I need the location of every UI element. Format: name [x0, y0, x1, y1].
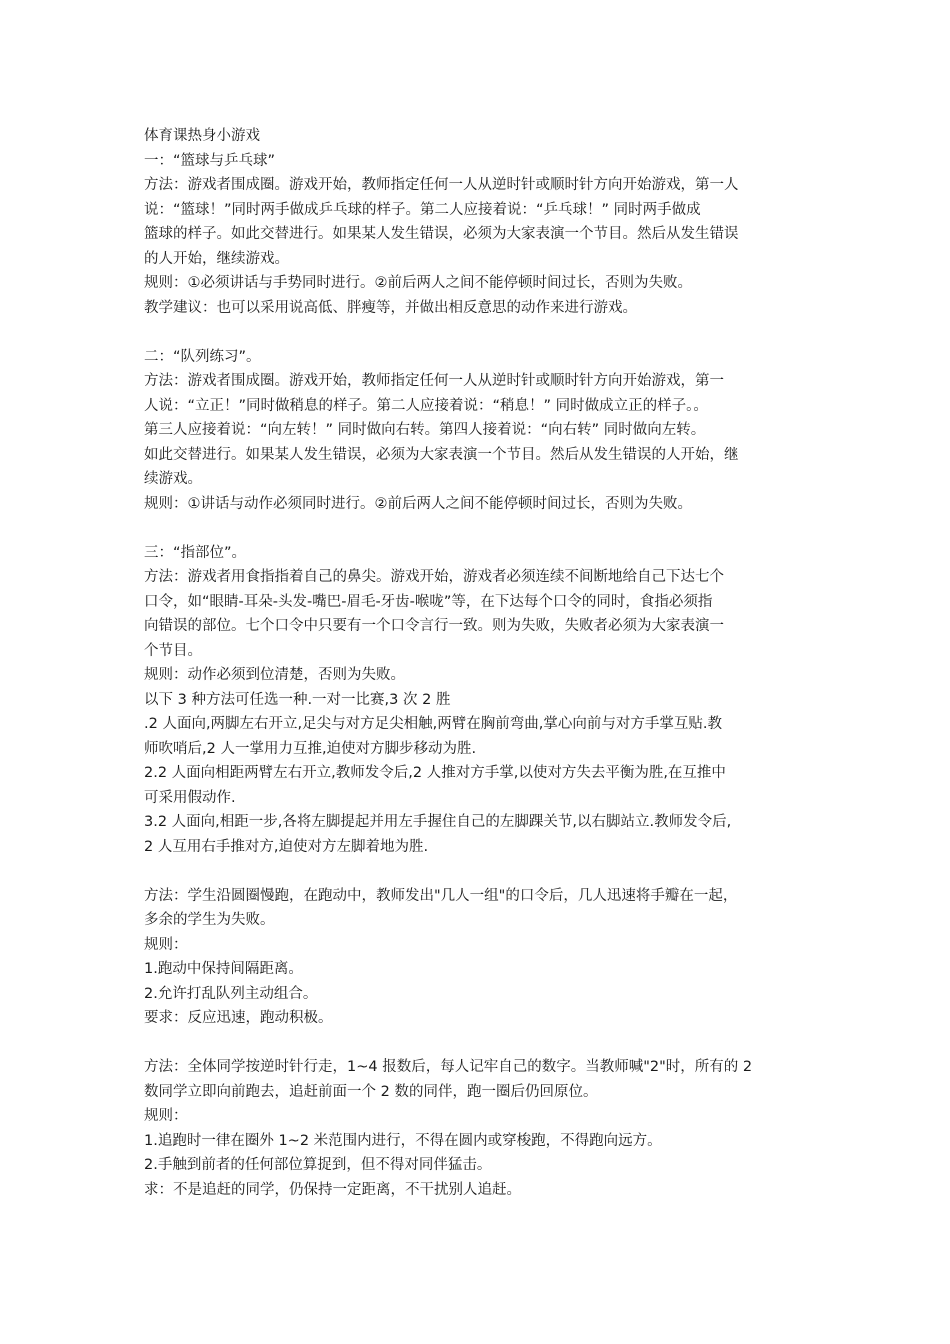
- section-2-line: 如此交替进行。如果某人发生错误，必须为大家表演一个节目。然后从发生错误的人开始，继: [144, 446, 739, 463]
- section-1-line: 说：“篮球！”同时两手做成乒乓球的样子。第二人应接着说：“乒乓球！” 同时两手做成: [144, 201, 701, 218]
- section-3-line: 2 人互用右手推对方,迫使对方左脚着地为胜.: [144, 838, 429, 855]
- section-2-line: 第三人应接着说：“向左转！” 同时做向右转。第四人接着说：“向右转” 同时做向左转。: [144, 422, 706, 438]
- paragraph-spacer: [144, 859, 814, 884]
- section-4-line: 多余的学生为失败。: [144, 912, 275, 928]
- section-3-line: 可采用假动作.: [144, 789, 236, 806]
- section-3-rules: 规则：动作必须到位清楚，否则为失败。: [144, 667, 405, 683]
- section-5-rules-label: 规则：: [144, 1108, 188, 1124]
- section-4-requirement: 要求：反应迅速，跑动积极。: [144, 1010, 333, 1026]
- section-5-line: 方法：全体同学按逆时针行走，1~4 报数后，每人记牢自己的数字。当教师喊"2"时，所有的 2: [144, 1059, 753, 1075]
- section-5-rule: 2.手触到前者的任何部位算捉到，但不得对同伴猛击。: [144, 1157, 492, 1173]
- section-3-line: 方法：游戏者用食指指着自己的鼻尖。游戏开始，游戏者必须连续不间断地给自己下达七个: [144, 569, 724, 585]
- paragraph-spacer: [144, 1031, 814, 1056]
- paragraph-spacer: [144, 320, 814, 345]
- section-3-line: .2 人面向,两脚左右开立,足尖与对方足尖相触,两臂在胸前弯曲,掌心向前与对方手掌互贴.教: [144, 716, 722, 732]
- section-1-rules: 规则：①必须讲话与手势同时进行。②前后两人之间不能停顿时间过长，否则为失败。: [144, 275, 692, 291]
- section-3-heading: 三：“指部位”。: [144, 544, 247, 561]
- section-3-line: 向错误的部位。七个口令中只要有一个口令言行一致。则为失败，失败者必须为大家表演一: [144, 618, 724, 634]
- section-5-line: 数同学立即向前跑去，追赶前面一个 2 数的同伴，跑一圈后仍回原位。: [144, 1083, 598, 1100]
- section-3-line: 2.2 人面向相距两臂左右开立,教师发令后,2 人推对方手掌,以使对方失去平衡为胜,在互推中: [144, 765, 726, 781]
- section-3-line: 3.2 人面向,相距一步,各将左脚提起并用左手握住自己的左脚踝关节,以右脚站立.教师发令后,: [144, 814, 732, 830]
- section-3-line: 以下 3 种方法可任选一种.一对一比赛,3 次 2 胜: [144, 691, 451, 708]
- section-2-rules: 规则：①讲话与动作必须同时进行。②前后两人之间不能停顿时间过长，否则为失败。: [144, 495, 692, 512]
- section-2-heading: 二：“队列练习”。: [144, 348, 261, 365]
- section-4-line: 方法：学生沿圆圈慢跑，在跑动中，教师发出"几人一组"的口令后，几人迅速将手瓣在一起，: [144, 887, 738, 904]
- section-4-rules-label: 规则：: [144, 936, 188, 953]
- section-3-line: 个节目。: [144, 642, 202, 659]
- section-1-heading: 一：“篮球与乒乓球”: [144, 152, 276, 169]
- section-2-line: 人说：“立正！”同时做稍息的样子。第二人应接着说：“稍息！” 同时做成立正的样子。。: [144, 397, 708, 414]
- document-title: 体育课热身小游戏: [144, 128, 260, 144]
- section-4-rule: 1.跑动中保持间隔距离。: [144, 961, 303, 977]
- section-5-rule: 1.追跑时一律在圈外 1~2 米范围内进行，不得在圆内或穿梭跑，不得跑向远方。: [144, 1132, 662, 1149]
- document-body: [144, 124, 814, 1202]
- section-3-line: 师吹哨后,2 人一掌用力互推,迫使对方脚步移动为胜.: [144, 740, 477, 757]
- section-5-requirement: 求：不是追赶的同学，仍保持一定距离，不干扰别人追赶。: [144, 1181, 521, 1198]
- section-1-suggestion: 教学建议：也可以采用说高低、胖瘦等，并做出相反意思的动作来进行游戏。: [144, 299, 637, 316]
- section-4-rule: 2.允许打乱队列主动组合。: [144, 985, 318, 1002]
- section-1-line: 篮球的样子。如此交替进行。如果某人发生错误，必须为大家表演一个节目。然后从发生错误: [144, 226, 739, 242]
- section-2-line: 方法：游戏者围成圈。游戏开始，教师指定任何一人从逆时针或顺时针方向开始游戏，第一: [144, 373, 724, 389]
- section-1-line: 方法：游戏者围成圈。游戏开始，教师指定任何一人从逆时针或顺时针方向开始游戏，第一人: [144, 177, 739, 193]
- paragraph-spacer: [144, 516, 814, 541]
- section-1-line: 的人开始，继续游戏。: [144, 250, 289, 267]
- section-3-line: 口令，如“眼睛-耳朵-头发-嘴巴-眉毛-牙齿-喉咙”等，在下达每个口令的同时，食指必须指: [144, 593, 713, 610]
- section-2-line: 续游戏。: [144, 471, 202, 487]
